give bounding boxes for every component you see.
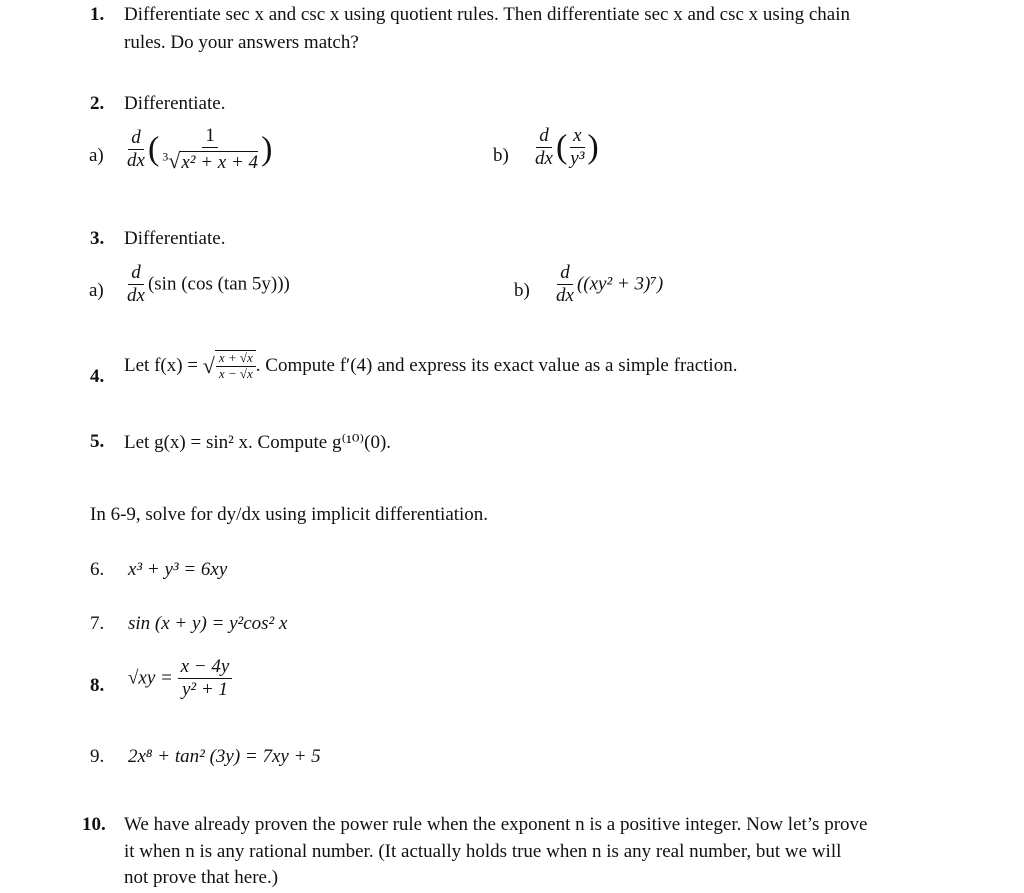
q2a-open-paren: (	[147, 130, 160, 168]
q2a-denominator: $^3$√x² + x + 4	[162, 147, 259, 173]
q3a-derivative-operator: $\frac{d}{dx}$	[127, 262, 145, 306]
q3b-argument: ((xy² + 3)⁷)	[576, 273, 664, 295]
q1-line1: Differentiate sec x and csc x using quotient rules. Then differentiate sec x and csc x using chain	[124, 4, 850, 25]
q5-text: Let g(x) = sin² x. Compute g⁽¹⁰⁾(0).	[124, 432, 392, 453]
q2b-expression	[532, 125, 599, 170]
q3a-expression	[124, 262, 290, 307]
q2b-numerator: x	[570, 125, 584, 148]
q2a-close-paren: )	[261, 130, 273, 168]
q5-number: 5.	[90, 431, 105, 452]
q3b-derivative-operator: $\frac{d}{dx}$	[556, 262, 574, 306]
q3b-expression	[553, 262, 663, 307]
q3-number: 3.	[90, 228, 105, 249]
q8-equation	[128, 656, 232, 701]
q3b-label: b)	[514, 280, 530, 301]
q10-line1: We have already proven the power rule when the exponent n is a positive integer. Now let’s prove	[124, 814, 868, 835]
q6-number: 6.	[90, 559, 105, 580]
q8-lhs: √xy =	[128, 667, 173, 689]
q9-equation: 2x⁸ + tan² (3y) = 7xy + 5	[128, 746, 321, 767]
q4-number: 4.	[90, 366, 105, 387]
q8-numerator: x − 4y	[178, 656, 233, 679]
q2b-denominator: y³	[570, 147, 585, 169]
q2b-close-paren: )	[587, 128, 599, 166]
q4-radical-sign: √	[202, 352, 215, 378]
q2a-expression	[124, 125, 272, 174]
q4-statement	[124, 350, 737, 382]
q3-instruction: Differentiate.	[124, 228, 226, 249]
q4-denominator: x − √x	[218, 365, 253, 381]
q2b-open-paren: (	[555, 128, 568, 166]
q2a-derivative-operator: $\frac{d}{dx}$	[127, 127, 145, 171]
q4-prefix: Let f(x) =	[124, 354, 199, 376]
q2b-derivative-operator: $\frac{d}{dx}$	[535, 125, 553, 169]
q2-number: 2.	[90, 93, 105, 114]
q4-fraction	[215, 350, 256, 382]
q2a-fraction	[159, 125, 261, 174]
q10-line2: it when n is any rational number. (It actually holds true when n is any real number, but we will	[124, 841, 842, 862]
q4-suffix: . Compute f′(4) and express its exact value as a simple fraction.	[255, 354, 738, 376]
q9-number: 9.	[90, 746, 105, 767]
q4-numerator: x + √x	[216, 351, 256, 367]
q3a-argument: (sin (cos (tan 5y)))	[147, 273, 290, 295]
implicit-intro: In 6-9, solve for dy/dx using implicit differentiation.	[90, 504, 489, 525]
q2b-fraction	[567, 125, 587, 170]
q7-equation: sin (x + y) = y²cos² x	[128, 613, 288, 634]
q2a-numerator: 1	[202, 125, 218, 148]
q10-line3: not prove that here.)	[124, 867, 279, 888]
q2b-label: b)	[493, 145, 509, 166]
q2-instruction: Differentiate.	[124, 93, 226, 114]
q6-equation: x³ + y³ = 6xy	[128, 559, 228, 580]
q7-number: 7.	[90, 613, 105, 634]
q3a-label: a)	[89, 280, 104, 301]
q1-line2: rules. Do your answers match?	[124, 32, 359, 53]
q10-number: 10.	[82, 814, 106, 835]
q2a-label: a)	[89, 145, 104, 166]
q8-denominator: y² + 1	[181, 678, 228, 700]
q8-fraction	[178, 656, 233, 701]
q1-number: 1.	[90, 4, 105, 25]
q8-number: 8.	[90, 675, 105, 696]
